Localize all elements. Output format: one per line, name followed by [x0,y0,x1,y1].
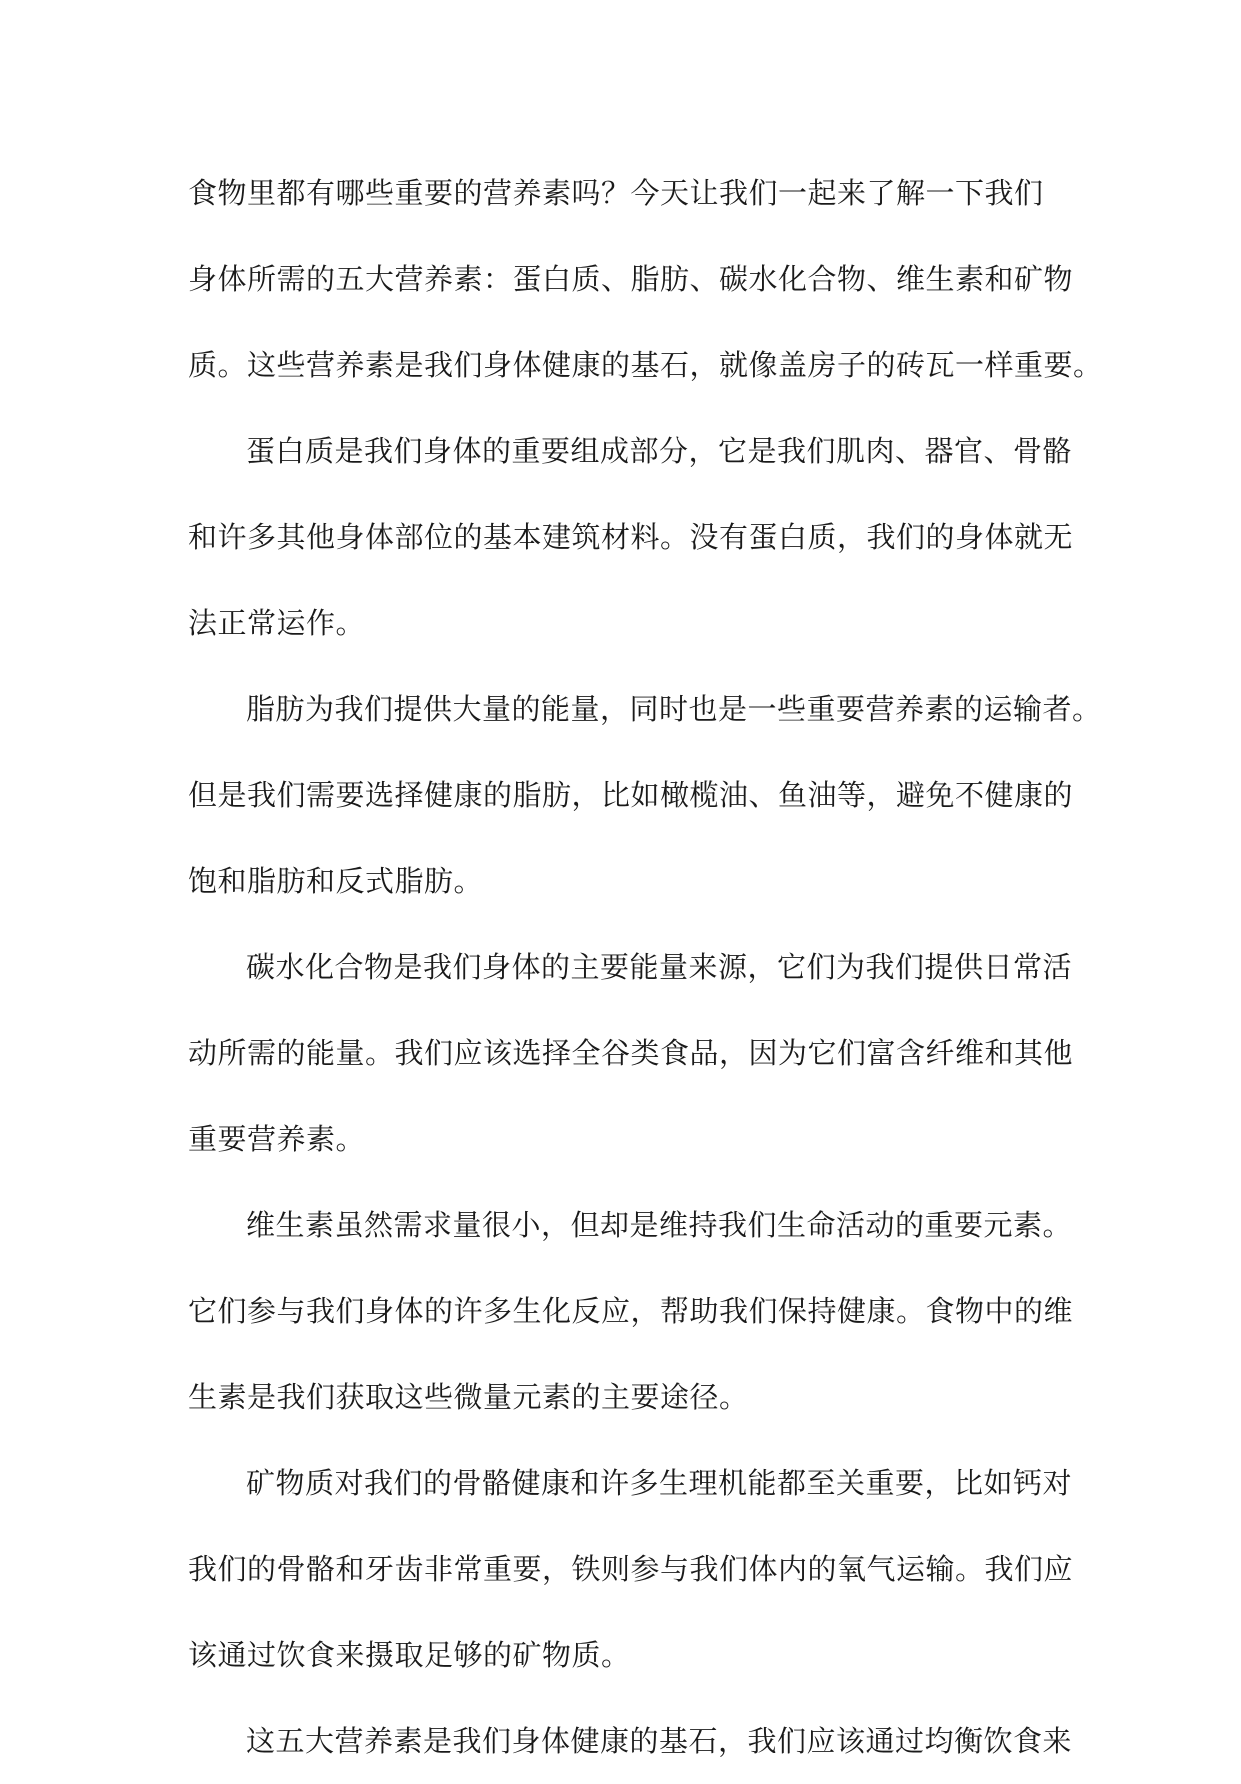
text-line: 维生素虽然需求量很小，但却是维持我们生命活动的重要元素。 [246,1208,1073,1242]
text-line: 饱和脂肪和反式脂肪。 [188,864,484,898]
text-line: 重要营养素。 [188,1122,366,1156]
text-line: 质。这些营养素是我们身体健康的基石，就像盖房子的砖瓦一样重要。 [188,348,1103,382]
text-line: 和许多其他身体部位的基本建筑材料。没有蛋白质，我们的身体就无 [188,520,1074,554]
text-line: 动所需的能量。我们应该选择全谷类食品，因为它们富含纤维和其他 [188,1036,1074,1070]
text-line: 脂肪为我们提供大量的能量，同时也是一些重要营养素的运输者。 [246,692,1102,726]
text-line: 蛋白质是我们身体的重要组成部分，它是我们肌肉、器官、骨骼 [246,434,1073,468]
text-line: 这五大营养素是我们身体健康的基石，我们应该通过均衡饮食来 [246,1724,1073,1758]
text-line: 我们的骨骼和牙齿非常重要，铁则参与我们体内的氧气运输。我们应 [188,1552,1074,1586]
text-line: 法正常运作。 [188,606,366,640]
text-line: 但是我们需要选择健康的脂肪，比如橄榄油、鱼油等，避免不健康的 [188,778,1074,812]
document-body [188,150,1103,1784]
text-line: 该通过饮食来摄取足够的矿物质。 [188,1638,631,1672]
text-line: 身体所需的五大营养素：蛋白质、脂肪、碳水化合物、维生素和矿物 [188,262,1074,296]
text-line: 食物里都有哪些重要的营养素吗？今天让我们一起来了解一下我们 [188,176,1044,210]
text-line: 它们参与我们身体的许多生化反应，帮助我们保持健康。食物中的维 [188,1294,1074,1328]
text-line: 碳水化合物是我们身体的主要能量来源，它们为我们提供日常活 [246,950,1073,984]
text-line: 生素是我们获取这些微量元素的主要途径。 [188,1380,749,1414]
text-line: 矿物质对我们的骨骼健康和许多生理机能都至关重要，比如钙对 [246,1466,1073,1500]
